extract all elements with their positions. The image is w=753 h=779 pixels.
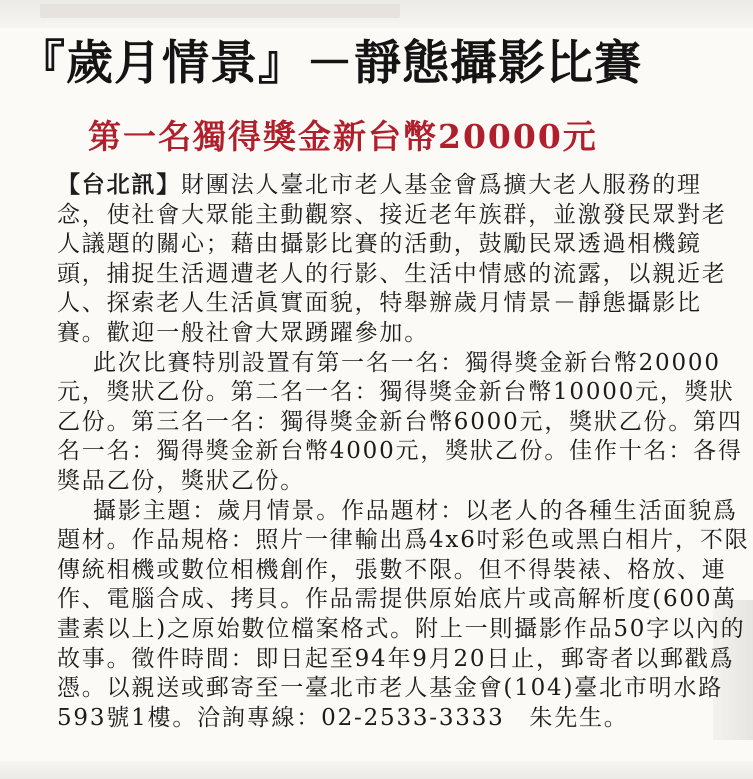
article-line: 頭，捕捉生活週遭老人的行影、生活中情感的流露，以親近老 [57,260,727,287]
article-line: 念，使社會大眾能主動觀察、接近老年族群，並激發民眾對老 [57,201,727,228]
article-line: 賽。歡迎一般社會大眾踴躍參加。 [57,319,429,346]
article-line: 畫素以上)之原始數位檔案格式。附上一則攝影作品50字以內的 [57,615,746,642]
headline: 『歲月情景』－靜態攝影比賽 [18,36,642,91]
article-line-text: 財團法人臺北市老人基金會爲擴大老人服務的理 [181,172,702,198]
article-body [57,170,750,733]
subheadline: 第一名獨得獎金新台幣20000元 [88,117,598,156]
article-line: 人、探索老人生活眞實面貌，特舉辦歲月情景－靜態攝影比 [57,290,702,317]
article-line: 題材。作品規格：照片一律輸出爲4x6吋彩色或黑白相片，不限 [57,527,750,554]
article-line: 攝影主題：歲月情景。作品題材：以老人的各種生活面貌爲 [93,497,738,524]
article-line: 人議題的關心；藉由攝影比賽的活動，鼓勵民眾透過相機鏡 [57,231,702,258]
article-line: 作、電腦合成、拷貝。作品需提供原始底片或高解析度(600萬 [57,586,738,613]
article-line: 憑。以親送或郵寄至一臺北市老人基金會(104)臺北市明水路 [57,675,724,702]
newsprint-bleed-bottom [0,761,753,779]
article-line: 故事。徵件時間：即日起至94年9月20日止，郵寄者以郵戳爲 [57,645,735,672]
article-line [57,170,737,201]
article-line: 名一名：獨得獎金新台幣4000元，獎狀乙份。佳作十名：各得 [57,438,743,465]
article-line: 獎品乙份，獎狀乙份。 [57,467,305,494]
article-line: 593號1樓。洽詢專線：02-2533-3333 朱先生。 [57,704,629,731]
article-line: 此次比賽特別設置有第一名一名：獨得獎金新台幣20000 [93,349,721,376]
dateline: 【台北訊】 [57,171,181,198]
bleed-through-band [40,4,400,18]
article-line: 乙份。第三名一名：獨得獎金新台幣6000元，獎狀乙份。第四 [57,408,743,435]
article-line: 傳統相機或數位相機創作，張數不限。但不得裝裱、格放、連 [57,556,727,583]
article-line: 元，獎狀乙份。第二名一名：獨得獎金新台幣10000元，獎狀 [57,379,735,406]
